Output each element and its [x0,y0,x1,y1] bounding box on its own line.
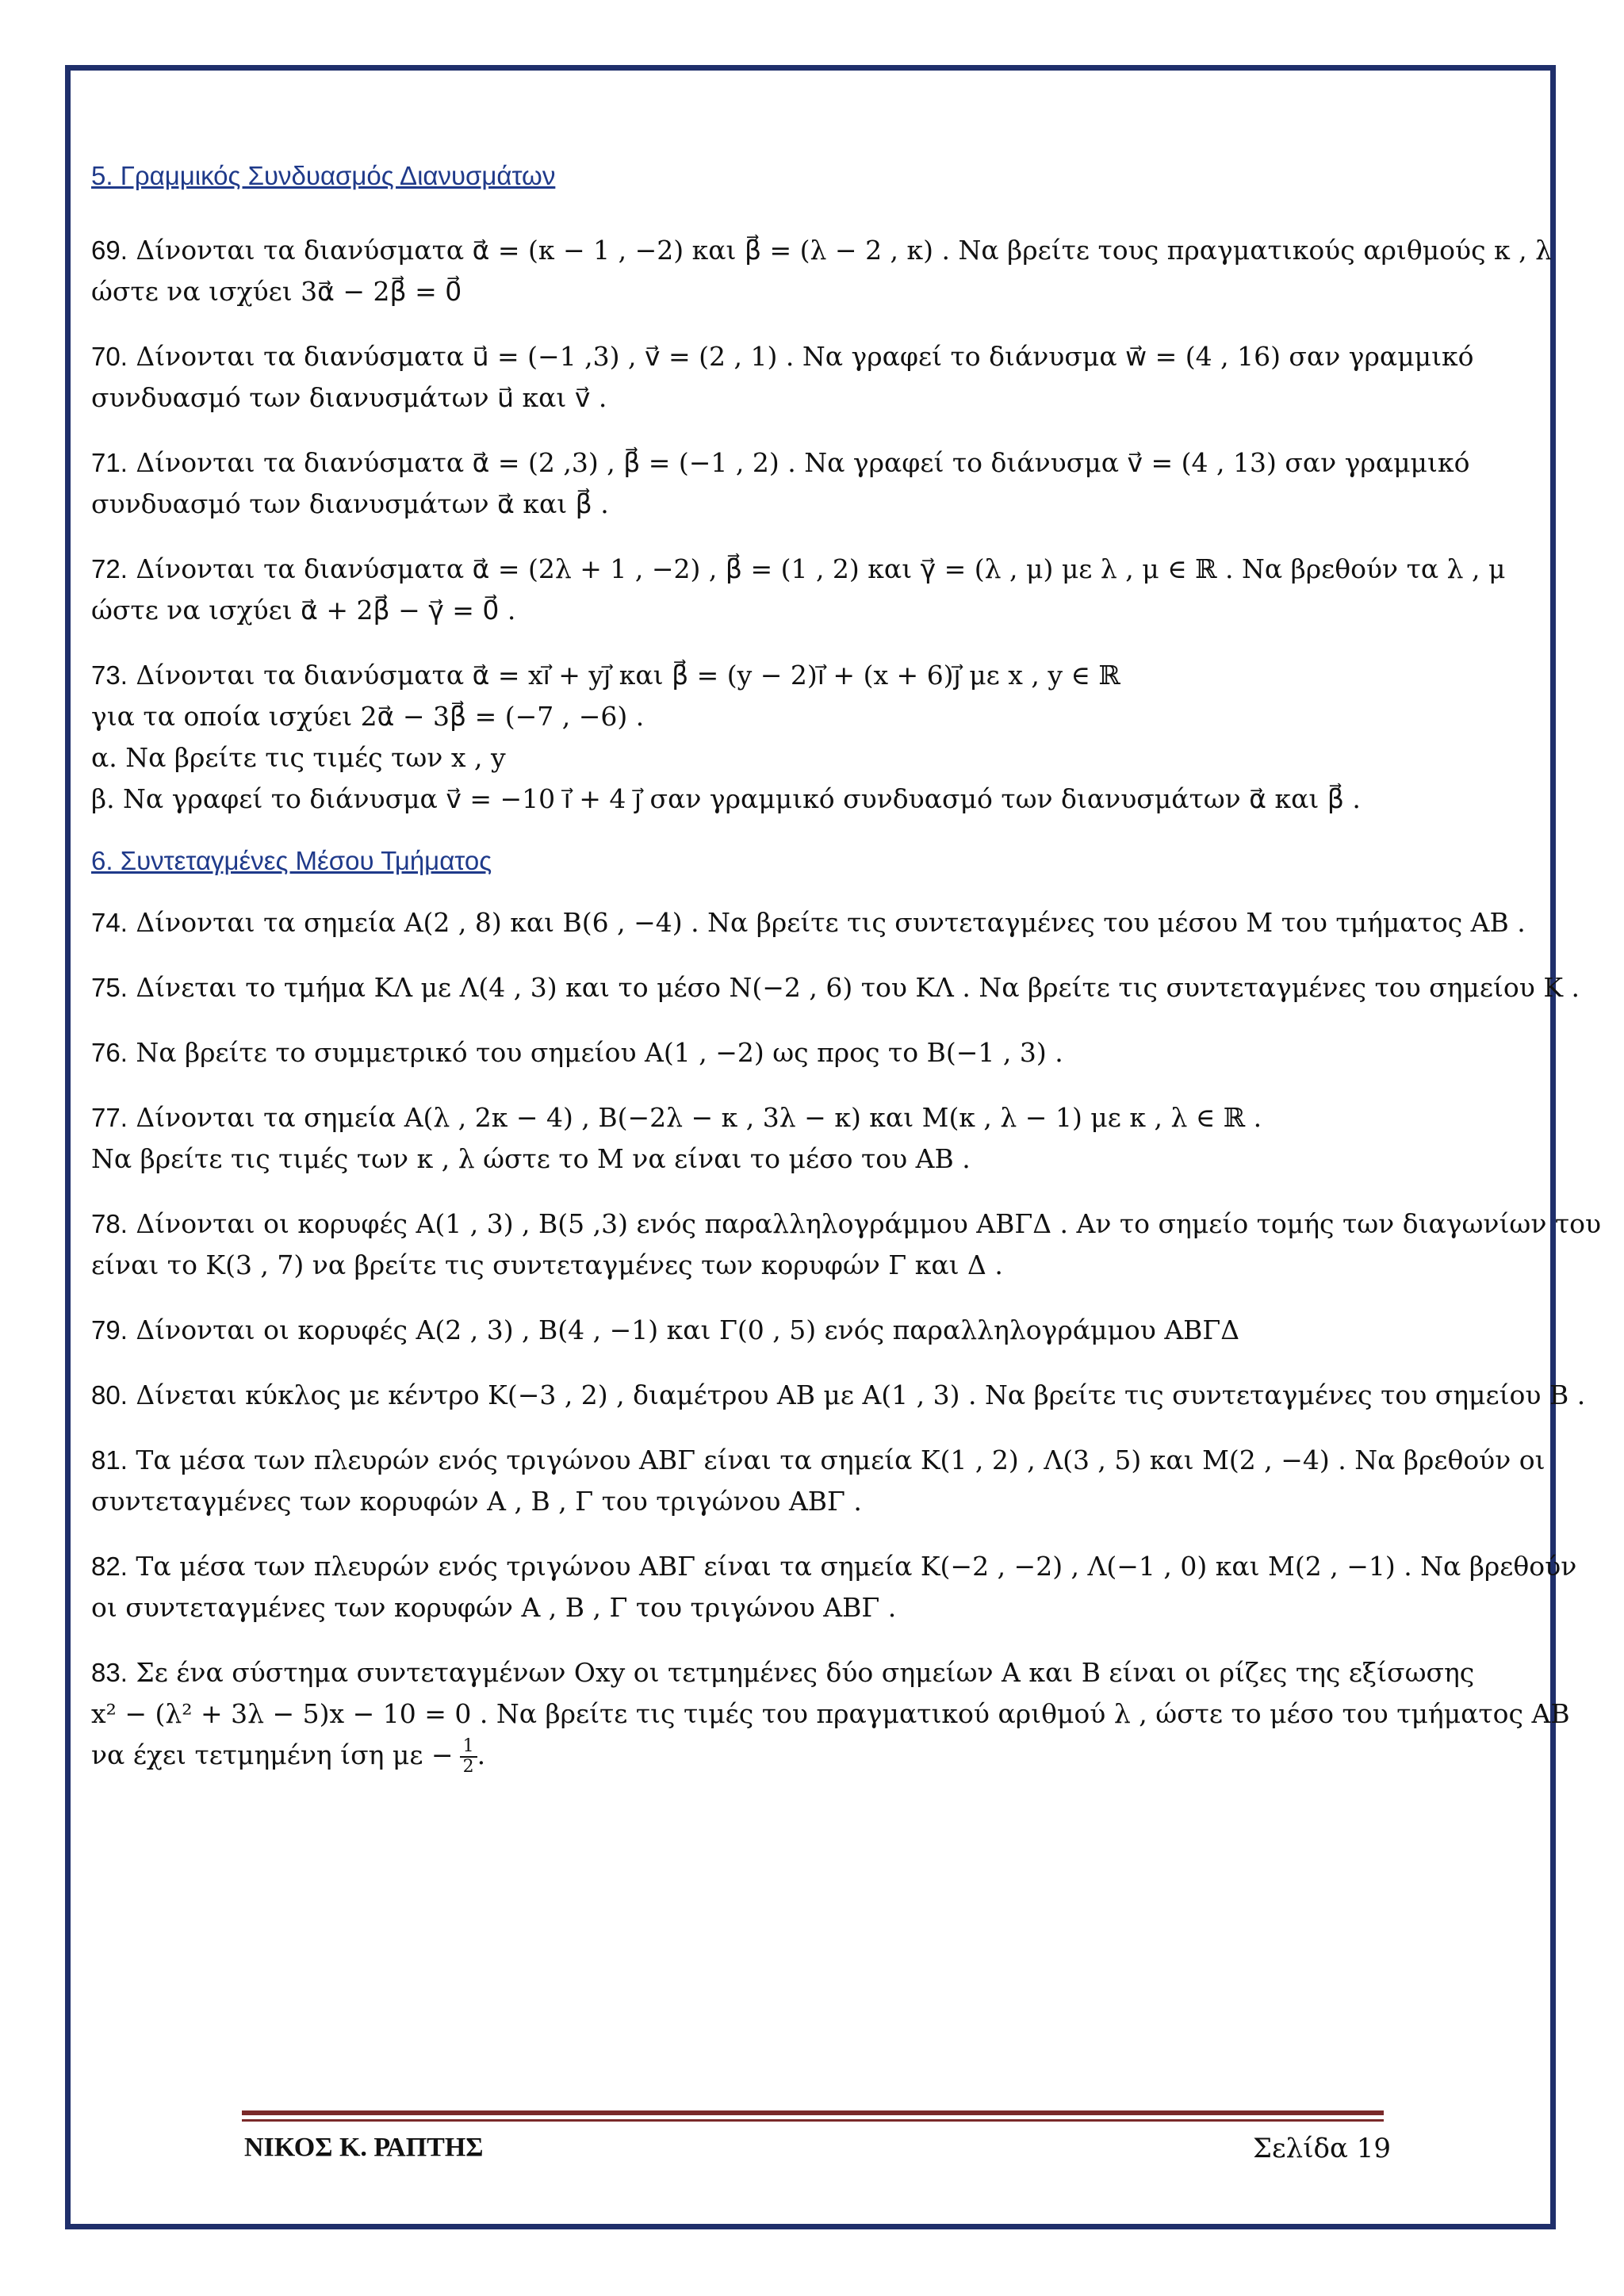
problem-text: Τα μέσα των πλευρών ενός τριγώνου ΑΒΓ είναι τα σημεία Κ(1 , 2) , Λ(3 , 5) και Μ(2 , −4) . Να βρεθούν οι [136,1445,1545,1475]
problem-text: ώστε να ισχύει α⃗ + 2β⃗ − γ⃗ = 0⃗ . [91,595,516,626]
problem-text: Δίνονται τα διανύσματα u⃗ = (−1 ,3) , v⃗ = (2 , 1) . Να γραφεί το διάνυσμα w⃗ = (4 , 16) σαν γραμμικό [127,341,1474,372]
problem-73 [91,655,1558,820]
problem-71 [91,442,1558,525]
fraction-numerator: 1 [460,1737,477,1758]
section-title-linear-combination: 5. Γραμμικός Συνδυασμός Διανυσμάτων [91,161,556,190]
problem-text: Δίνονται τα σημεία Α(2 , 8) και Β(6 , −4) . Να βρείτε τις συντεταγμένες του μέσου Μ του τμήματος ΑΒ . [136,907,1526,938]
problem-69 [91,230,1558,312]
problem-text: Δίνονται τα σημεία Α(λ , 2κ − 4) , Β(−2λ − κ , 3λ − κ) και Μ(κ , λ − 1) με κ , λ ∈ ℝ . [136,1102,1262,1133]
footer-rule [242,2110,1384,2122]
problem-77 [91,1097,1558,1180]
problem-number: 74. [91,908,128,937]
problem-number: 79. [91,1315,128,1345]
problem-number: 80. [91,1380,128,1410]
problem-text: Δίνεται κύκλος με κέντρο Κ(−3 , 2) , διαμέτρου ΑΒ με Α(1 , 3) . Να βρείτε τις συντεταγμένες του σημείου Β . [136,1380,1586,1410]
problem-text: Σε ένα σύστημα συντεταγμένων Οxy οι τετμημένες δύο σημείων Α και Β είναι οι ρίζες της εξίσωσης [136,1657,1475,1688]
problem-76 [91,1032,1558,1073]
problem-number: 71. [91,448,128,477]
problem-number: 81. [91,1445,128,1475]
problem-text: συνδυασμό των διανυσμάτων α⃗ και β⃗ . [91,488,609,519]
problem-text: Δίνονται οι κορυφές Α(1 , 3) , Β(5 ,3) ενός παραλληλογράμμου ΑΒΓΔ . Αν το σημείο τομής των διαγωνίων του [136,1208,1602,1239]
problem-number: 77. [91,1103,128,1132]
problem-80 [91,1375,1586,1416]
problem-79 [91,1310,1558,1351]
footer-page-number: Σελίδα 19 [1253,2133,1392,2164]
problem-text: Δίνεται το τμήμα ΚΛ με Λ(4 , 3) και το μέσο Ν(−2 , 6) του ΚΛ . Να βρείτε τις συντεταγμένες του σημείου Κ . [136,972,1580,1003]
problem-78 [91,1203,1602,1286]
problem-83 [91,1652,1570,1777]
fraction-one-half [460,1737,477,1777]
problem-text: συντεταγμένες των κορυφών Α , Β , Γ του τριγώνου ΑΒΓ . [91,1486,862,1517]
problem-81 [91,1440,1558,1522]
problem-number: 72. [91,554,128,584]
problem-number: 69. [91,235,128,265]
problem-text: Δίνονται τα διανύσματα α⃗ = (2 ,3) , β⃗ = (−1 , 2) . Να γραφεί το διάνυσμα v⃗ = (4 , 13) σαν γραμμικό [136,447,1470,478]
problem-text: Δίνονται οι κορυφές Α(2 , 3) , Β(4 , −1) και Γ(0 , 5) ενός παραλληλογράμμου ΑΒΓΔ [136,1314,1240,1345]
problem-number: 73. [91,660,128,690]
problem-text: Τα μέσα των πλευρών ενός τριγώνου ΑΒΓ είναι τα σημεία Κ(−2 , −2) , Λ(−1 , 0) και Μ(2 , −1) . Να βρεθούν [136,1551,1577,1582]
problem-text: συνδυασμό των διανυσμάτων u⃗ και v⃗ . [91,382,607,413]
problem-75 [91,967,1580,1008]
problem-text: είναι το Κ(3 , 7) να βρείτε τις συντεταγμένες των κορυφών Γ και Δ . [91,1249,1003,1280]
problem-number: 78. [91,1209,128,1238]
problem-number: 70. [91,342,128,371]
problem-text: x² − (λ² + 3λ − 5)x − 10 = 0 . Να βρείτε τις τιμές του πραγματικού αριθμού λ , ώστε το μέσο του τμήματος ΑΒ [91,1698,1570,1729]
problem-text: Δίνονται τα διανύσματα α⃗ = (2λ + 1 , −2) , β⃗ = (1 , 2) και γ⃗ = (λ , μ) με λ , μ ∈ ℝ . Να βρεθούν τα λ , μ [136,553,1506,584]
problem-text: να έχει τετμημένη ίση με − [91,1739,454,1770]
footer-author: ΝΙΚΟΣ Κ. ΡΑΠΤΗΣ [244,2133,484,2162]
problem-text: Δίνονται τα διανύσματα α⃗ = xi⃗ + yj⃗ και β⃗ = (y − 2)i⃗ + (x + 6)j⃗ με x , y ∈ ℝ [136,660,1120,691]
problem-text: Να βρείτε τις τιμές των κ , λ ώστε το Μ να είναι το μέσο του ΑΒ . [91,1143,971,1174]
problem-text: . [477,1739,486,1770]
problem-70 [91,336,1558,419]
problem-text: Δίνονται τα διανύσματα α⃗ = (κ − 1 , −2) και β⃗ = (λ − 2 , κ) . Να βρείτε τους πραγματικούς αριθμούς κ , λ [136,235,1553,266]
section-title-midpoint-coordinates: 6. Συντεταγμένες Μέσου Τμήματος [91,846,492,875]
problem-text: α. Να βρείτε τις τιμές των x , y [91,742,506,773]
problem-text: β. Να γραφεί το διάνυσμα v⃗ = −10 i⃗ + 4 j⃗ σαν γραμμικό συνδυασμό των διανυσμάτων α⃗ και β⃗ . [91,783,1361,814]
problem-number: 76. [91,1038,128,1067]
fraction-denominator: 2 [462,1757,474,1777]
problem-82 [91,1546,1577,1628]
problem-number: 82. [91,1552,128,1581]
problem-number: 83. [91,1658,128,1687]
problem-text: οι συντεταγμένες των κορυφών Α , Β , Γ του τριγώνου ΑΒΓ . [91,1592,897,1623]
problem-number: 75. [91,973,128,1002]
page-content [91,159,1602,1800]
problem-74 [91,902,1558,943]
problem-text: για τα οποία ισχύει 2α⃗ − 3β⃗ = (−7 , −6) . [91,701,645,732]
problem-text: ώστε να ισχύει 3α⃗ − 2β⃗ = 0⃗ [91,276,462,307]
problem-text: Να βρείτε το συμμετρικό του σημείου Α(1 , −2) ως προς το Β(−1 , 3) . [136,1037,1063,1068]
problem-72 [91,549,1558,631]
